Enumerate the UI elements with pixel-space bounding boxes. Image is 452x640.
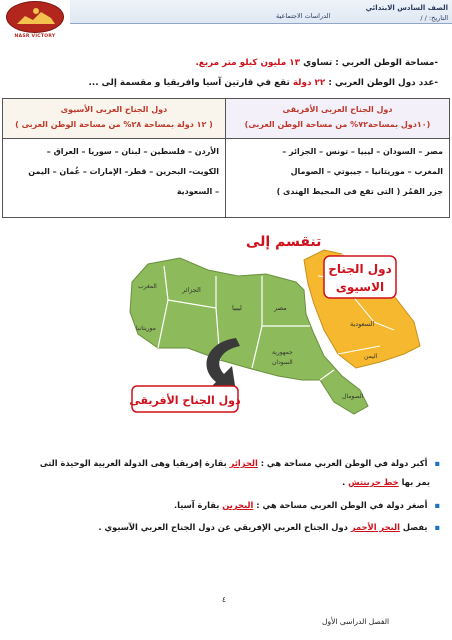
african-subtitle: (١٠دول بمساحة٧٢% من مساحة الوطن العربى) <box>244 120 431 129</box>
fact-text: يمر بها <box>401 477 430 487</box>
bullet-icon: ▪ <box>434 458 440 468</box>
african-title: دول الجناح العربى الأفريقى <box>282 105 393 114</box>
count-suffix: تقع في قارتين آسيا وافريقيا و مقسمة إلى ... <box>88 78 290 88</box>
count-value: ٢٢ دولة <box>292 78 326 88</box>
african-header <box>225 99 449 139</box>
country-algeria: الجزائر <box>182 286 201 294</box>
country-egypt: مصر <box>274 304 287 312</box>
logo-emblem-icon <box>6 1 64 33</box>
african-wing-label: دول الجناح الأفريقى <box>129 394 241 407</box>
fact-highlight: خط جرينتش <box>348 477 399 487</box>
country-mauritania: موريتانيا <box>136 325 156 332</box>
area-prefix: -مساحة الوطن العربي : تساوي <box>303 58 438 68</box>
country-saudi: السعودية <box>350 320 375 328</box>
country-somalia: الصومال <box>342 393 364 400</box>
map-banner: تنقسم إلى <box>246 234 322 250</box>
area-line <box>195 58 438 68</box>
country-sudan-2: السودان <box>272 359 293 366</box>
fact-smallest-country <box>174 500 440 510</box>
count-prefix: -عدد دول الوطن العربي : <box>328 78 438 88</box>
african-line: مصر – السودان – ليبيا – تونس – الجزائر – <box>282 147 443 156</box>
fact-highlight: الجزائر <box>229 458 258 468</box>
fact-text: يفصل <box>402 522 428 532</box>
asian-line: – السعودية <box>176 187 219 196</box>
count-line <box>89 78 438 88</box>
fact-text: دول الجناح العربي الإفريقي عن دول الجناح العربي الآسيوي . <box>98 522 348 532</box>
country-yemen: اليمن <box>364 353 378 360</box>
page-header <box>0 0 452 44</box>
date-label: التاريخ: / / <box>420 14 448 22</box>
asian-wing-label-1: دول الجناح <box>328 262 392 276</box>
fact-text: أكبر دولة في الوطن العربي مساحة هي : <box>260 458 428 468</box>
asian-wing-label-2: الاسيوى <box>335 280 385 294</box>
country-libya: ليبيا <box>232 304 242 312</box>
regions-table <box>2 98 450 218</box>
country-morocco: المغرب <box>138 283 157 290</box>
fact-text: . <box>342 477 346 487</box>
header-bar <box>70 0 452 24</box>
asian-line: الأردن – فلسطين – لبنان – سوريا – العراق – <box>46 147 219 156</box>
grade-label: الصف السادس الابتدائي <box>365 4 448 12</box>
bullet-icon: ▪ <box>434 500 440 510</box>
fact-text: بقارة آسيا. <box>173 500 220 510</box>
african-line: المغرب – موريتانيا – جيبوتي – الصومال <box>290 167 443 176</box>
fact-text: أصغر دولة في الوطن العربي مساحة هي : <box>256 500 428 510</box>
fact-largest-country <box>40 458 440 468</box>
fact-red-sea <box>98 522 440 532</box>
logo-text: NASR VICTORY <box>14 34 56 39</box>
fact-text: بقارة إفريقيا وهى الدولة العربية الوحيدة التى <box>39 458 227 468</box>
fact-highlight: البحرين <box>222 500 254 510</box>
fact-greenwich <box>342 477 430 487</box>
asian-title: دول الجناح العربى الأسيوى <box>60 105 168 114</box>
area-value: ١٣ مليون كيلو متر مربع. <box>195 58 301 68</box>
country-sudan-1: جمهورية <box>272 349 293 356</box>
asian-line: الكويت- البحرين – قطر– الإمارات – عُمان – اليمن <box>28 167 219 176</box>
asian-header <box>3 99 225 139</box>
african-line: جزر القمُر ( التى تقع فى المحيط الهندى ) <box>276 187 443 196</box>
term-label: الفصل الدراسى الأول <box>322 617 390 626</box>
fact-highlight: البحر الأحمر <box>350 522 400 532</box>
arab-world-map <box>128 230 428 432</box>
bullet-icon: ▪ <box>434 522 440 532</box>
subject-label: الدراسات الاجتماعية <box>276 12 331 20</box>
asian-countries-cell <box>3 139 225 217</box>
school-logo <box>2 1 68 43</box>
asian-subtitle: ( ١٢ دولة بمساحة ٢٨% من مساحة الوطن العربى ) <box>15 120 213 129</box>
page-number: ٤ <box>222 595 227 604</box>
african-countries-cell <box>225 139 449 217</box>
map-svg <box>128 230 428 432</box>
